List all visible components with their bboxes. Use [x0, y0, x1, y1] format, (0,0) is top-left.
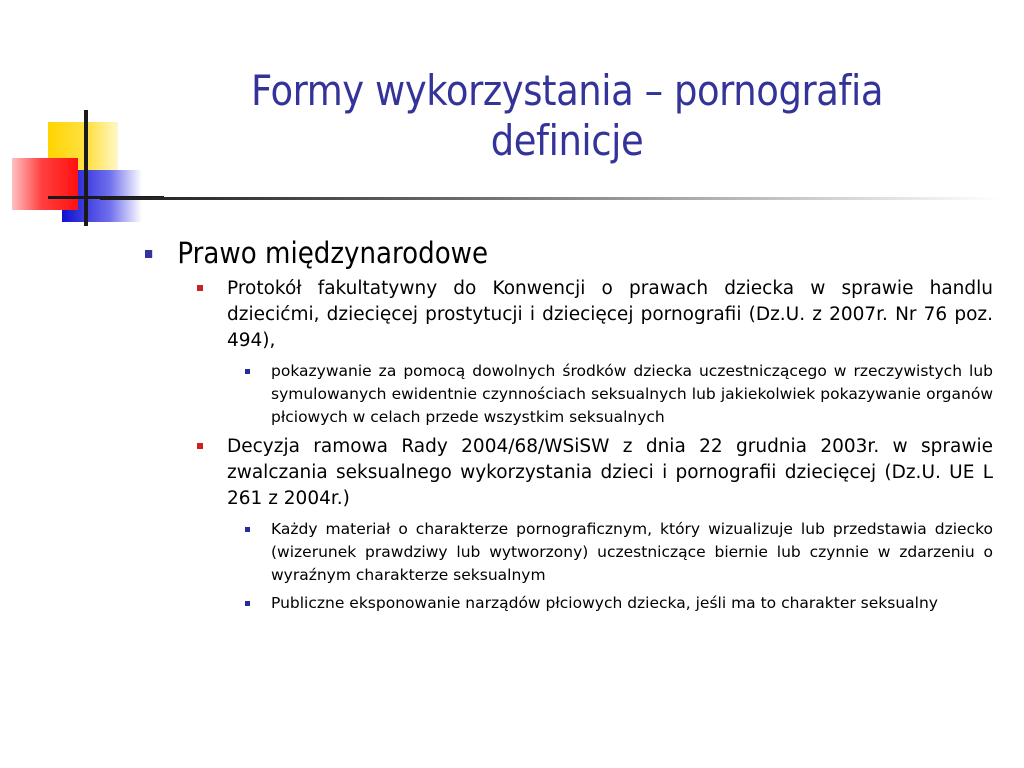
title-divider	[100, 197, 1000, 200]
square-bullet-icon	[245, 527, 250, 532]
vertical-line	[84, 110, 88, 226]
item-text: Decyzja ramowa Rady 2004/68/WSiSW z dnia 22 grudnia 2003r. w sprawie zwalczania seksualnego wykorzystania dzieci i pornografii dziecięcej (Dz.U. UE L 261 z 2004r.)	[227, 436, 993, 509]
subitem-text: Każdy materiał o charakterze pornograficznym, który wizualizuje lub przedstawia dziecko (wizerunek prawdziwy lub wytworzony) uczestniczące biernie lub czynnie w zdarzeniu o wyraźnym charakterze seksualnym	[271, 520, 993, 584]
subitem-text: pokazywanie za pomocą dowolnych środków dziecka uczestniczącego w rzeczywistych lub symulowanych ewidentnie czynnościach seksualnych lub jakiekolwiek pokazywanie organów płciowych w celach przede wszystkim seksualnych	[271, 362, 993, 426]
square-bullet-icon	[245, 369, 250, 374]
bullet-level2-item	[191, 434, 993, 512]
subitem-text: Publiczne eksponowanie narządów płciowych dziecka, jeśli ma to charakter seksualny	[271, 594, 938, 612]
bullet-level1-heading	[145, 236, 1024, 270]
slide-title	[200, 66, 934, 166]
bullet-level3-item	[235, 592, 993, 615]
bullet-level3-item	[235, 518, 993, 587]
item-text: Protokół fakultatywny do Konwencji o prawach dziecka w sprawie handlu dziecićmi, dziecięcej prostytucji i dziecięcej pornografii (Dz.U. z 2007r. Nr 76 poz. 494),	[227, 278, 993, 351]
red-square	[12, 158, 78, 210]
bullet-level3-item	[235, 360, 993, 429]
square-bullet-icon	[245, 601, 250, 606]
title-line-1: Formy wykorzystania – pornografia	[250, 66, 884, 115]
title-line-2: definicje	[490, 116, 644, 165]
square-bullet-icon	[197, 443, 203, 449]
square-bullet-icon	[197, 285, 203, 291]
slide-content	[145, 236, 993, 620]
bullet-level2-item	[191, 276, 993, 354]
decorative-squares-graphic	[0, 0, 180, 240]
heading-text: Prawo międzynarodowe	[177, 236, 489, 270]
square-bullet-icon	[145, 250, 152, 258]
